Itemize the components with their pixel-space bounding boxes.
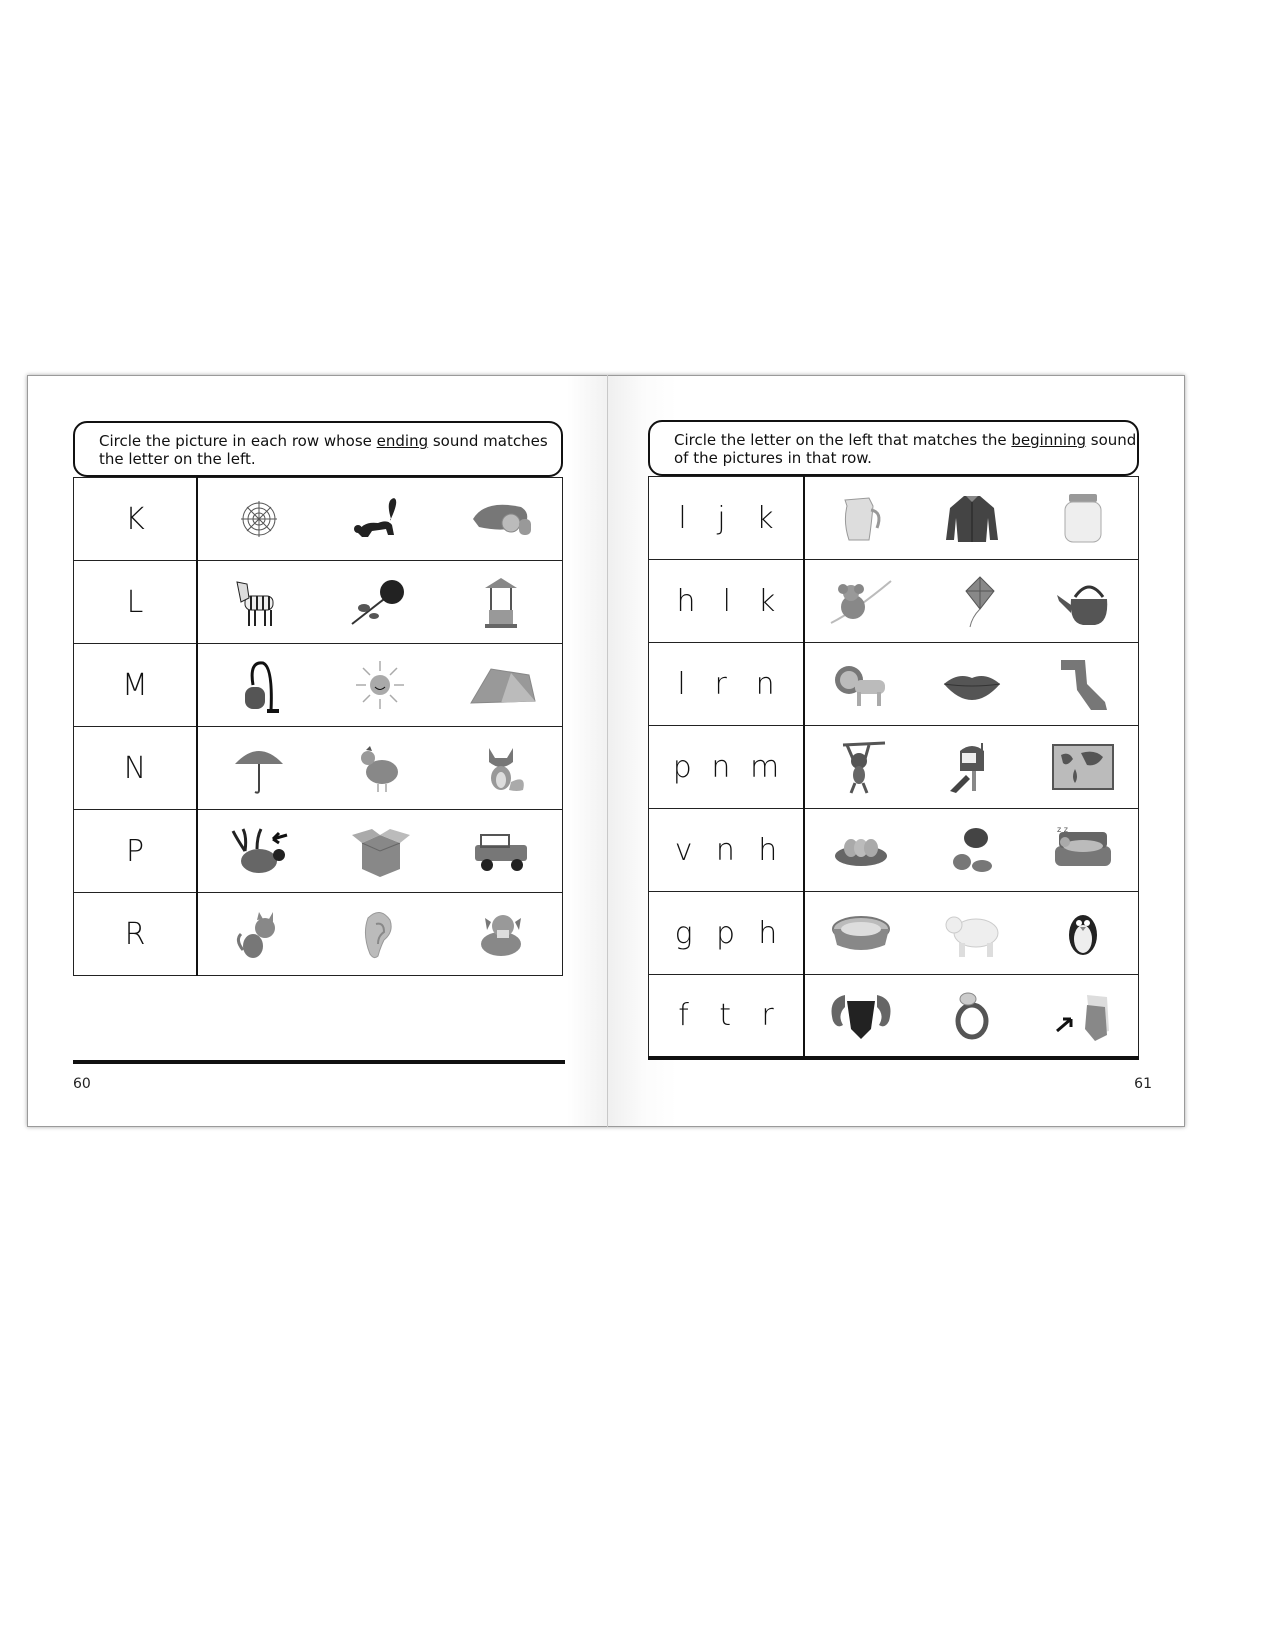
letter-choice[interactable]: k: [758, 583, 776, 619]
letter-choice[interactable]: p: [672, 749, 692, 785]
cat-icon[interactable]: [223, 904, 295, 964]
rose-icon[interactable]: [344, 572, 416, 632]
letter-choice[interactable]: v: [674, 832, 693, 868]
page-number: 61: [1134, 1076, 1152, 1092]
table-row: [74, 810, 563, 893]
instruction-emphasis: ending: [376, 432, 429, 450]
mailbox-icon[interactable]: [936, 737, 1008, 797]
letter-choice[interactable]: g: [674, 915, 693, 951]
picture-cell: [197, 810, 563, 893]
picture-cell: [197, 727, 563, 810]
map-icon[interactable]: [1047, 737, 1119, 797]
letter-choices-cell: [649, 560, 805, 643]
table-row: [649, 643, 1139, 726]
letter-choice[interactable]: k: [756, 500, 774, 536]
jug-icon[interactable]: [825, 488, 897, 548]
jeep-icon[interactable]: [465, 821, 537, 881]
row-letter: P: [74, 810, 198, 893]
ear-icon[interactable]: [344, 904, 416, 964]
picture-row: [198, 738, 562, 798]
letter-choices-cell: [649, 726, 805, 809]
letter-choices-cell: [649, 477, 805, 560]
picture-cell: [804, 892, 1139, 975]
letter-choice[interactable]: r: [714, 666, 727, 702]
letter-choices: [649, 916, 803, 951]
picture-row: [805, 571, 1138, 631]
instruction-text: Circle the picture in each row whose: [99, 432, 377, 450]
table-row: [74, 478, 563, 561]
picture-row: [198, 655, 562, 715]
zebra-icon[interactable]: [223, 572, 295, 632]
table-row: [74, 893, 563, 976]
sweet-potato-icon[interactable]: [465, 489, 537, 549]
letter-choice[interactable]: f: [678, 997, 689, 1033]
picture-row: [198, 821, 562, 881]
left-page: [27, 375, 608, 1127]
tent-icon[interactable]: [465, 655, 537, 715]
letter-choice[interactable]: n: [755, 666, 775, 702]
letter-choice[interactable]: r: [761, 997, 774, 1033]
table-row: [74, 644, 563, 727]
skunk-icon[interactable]: [344, 489, 416, 549]
letter-choice[interactable]: t: [719, 997, 731, 1033]
rub-icon[interactable]: [1047, 985, 1119, 1045]
picture-cell: [804, 560, 1139, 643]
nuts-icon[interactable]: [936, 820, 1008, 880]
beginning-sound-table: [648, 476, 1139, 1060]
letter-choice[interactable]: p: [715, 915, 735, 951]
picture-row: [805, 985, 1138, 1045]
picture-row: [198, 572, 562, 632]
row-letter: L: [74, 561, 198, 644]
bottom-rule: [73, 1060, 565, 1064]
ram-icon[interactable]: [825, 985, 897, 1045]
vacuum-cleaner-icon[interactable]: [223, 655, 295, 715]
reindeer-nose-icon[interactable]: [223, 821, 295, 881]
letter-choices: [649, 501, 803, 536]
letter-choice[interactable]: h: [758, 915, 778, 951]
picture-row: [805, 820, 1138, 880]
spider-web-icon[interactable]: [223, 489, 295, 549]
picture-cell: [804, 477, 1139, 560]
nap-icon[interactable]: [1047, 820, 1119, 880]
instruction-text: sound matches the letter on the left.: [99, 432, 548, 468]
letter-choice[interactable]: l: [678, 500, 687, 536]
nest-icon[interactable]: [825, 820, 897, 880]
fox-icon[interactable]: [465, 738, 537, 798]
lion-icon[interactable]: [825, 654, 897, 714]
picture-cell: [804, 975, 1139, 1058]
table-row: [649, 892, 1139, 975]
table-row: [74, 561, 563, 644]
letter-choices: [649, 833, 803, 868]
instruction-text: Circle the letter on the left that matches the: [674, 431, 1012, 449]
picture-row: [198, 904, 562, 964]
row-letter: N: [74, 727, 198, 810]
letter-choices: [649, 998, 803, 1033]
letter-choice[interactable]: n: [711, 749, 731, 785]
picture-row: [805, 737, 1138, 797]
letter-choices: [649, 667, 803, 702]
jar-icon[interactable]: [1047, 488, 1119, 548]
table-row: [649, 560, 1139, 643]
table-row: [649, 726, 1139, 809]
letter-choice[interactable]: m: [749, 749, 780, 785]
box-icon[interactable]: [344, 821, 416, 881]
umbrella-icon[interactable]: [223, 738, 295, 798]
koala-icon[interactable]: [825, 571, 897, 631]
table-row: [649, 809, 1139, 892]
hen-icon[interactable]: [344, 738, 416, 798]
picture-row: [805, 903, 1138, 963]
letter-choice[interactable]: h: [758, 832, 778, 868]
sun-icon[interactable]: [344, 655, 416, 715]
picture-row: [805, 654, 1138, 714]
monkey-icon[interactable]: [825, 737, 897, 797]
letter-choices: [649, 750, 803, 785]
row-letter: K: [74, 478, 198, 561]
kite-icon[interactable]: [936, 571, 1008, 631]
table-row: [649, 477, 1139, 560]
letter-choices-cell: [649, 643, 805, 726]
table-row: [649, 975, 1139, 1058]
dog-icon[interactable]: [465, 904, 537, 964]
kettle-icon[interactable]: [1047, 571, 1119, 631]
page-number: 60: [73, 1076, 91, 1092]
left-instruction-box: [73, 421, 563, 477]
leg-icon[interactable]: [1047, 654, 1119, 714]
pie-icon[interactable]: [825, 903, 897, 963]
picture-cell: [197, 561, 563, 644]
letter-choices-cell: [649, 892, 805, 975]
table-row: [74, 727, 563, 810]
letter-choice[interactable]: j: [717, 500, 726, 536]
letter-choice[interactable]: n: [715, 832, 735, 868]
right-page: [608, 375, 1185, 1127]
polar-bear-icon[interactable]: [936, 903, 1008, 963]
picture-cell: [804, 726, 1139, 809]
lips-icon[interactable]: [936, 654, 1008, 714]
ending-sound-table: [73, 477, 563, 976]
jacket-icon[interactable]: [936, 488, 1008, 548]
letter-choices-cell: [649, 809, 805, 892]
letter-choice[interactable]: l: [722, 583, 731, 619]
picture-row: [198, 489, 562, 549]
right-instruction-box: [648, 420, 1139, 476]
penguin-icon[interactable]: [1047, 903, 1119, 963]
letter-choice[interactable]: l: [677, 666, 686, 702]
letter-choices: [649, 584, 803, 619]
picture-cell: [197, 644, 563, 727]
letter-choices-cell: [649, 975, 805, 1058]
picture-row: [805, 488, 1138, 548]
svg-text:z z: z z: [1056, 825, 1068, 834]
picture-cell: [197, 478, 563, 561]
instruction-text: sound of the pictures in that row.: [674, 431, 1137, 467]
ring-icon[interactable]: [936, 985, 1008, 1045]
row-letter: R: [74, 893, 198, 976]
picture-cell: [197, 893, 563, 976]
open-workbook: [27, 375, 1185, 1127]
letter-choice[interactable]: h: [676, 583, 696, 619]
instruction-emphasis: beginning: [1011, 431, 1087, 449]
row-letter: M: [74, 644, 198, 727]
wishing-well-icon[interactable]: [465, 572, 537, 632]
picture-cell: [804, 809, 1139, 892]
picture-cell: [804, 643, 1139, 726]
